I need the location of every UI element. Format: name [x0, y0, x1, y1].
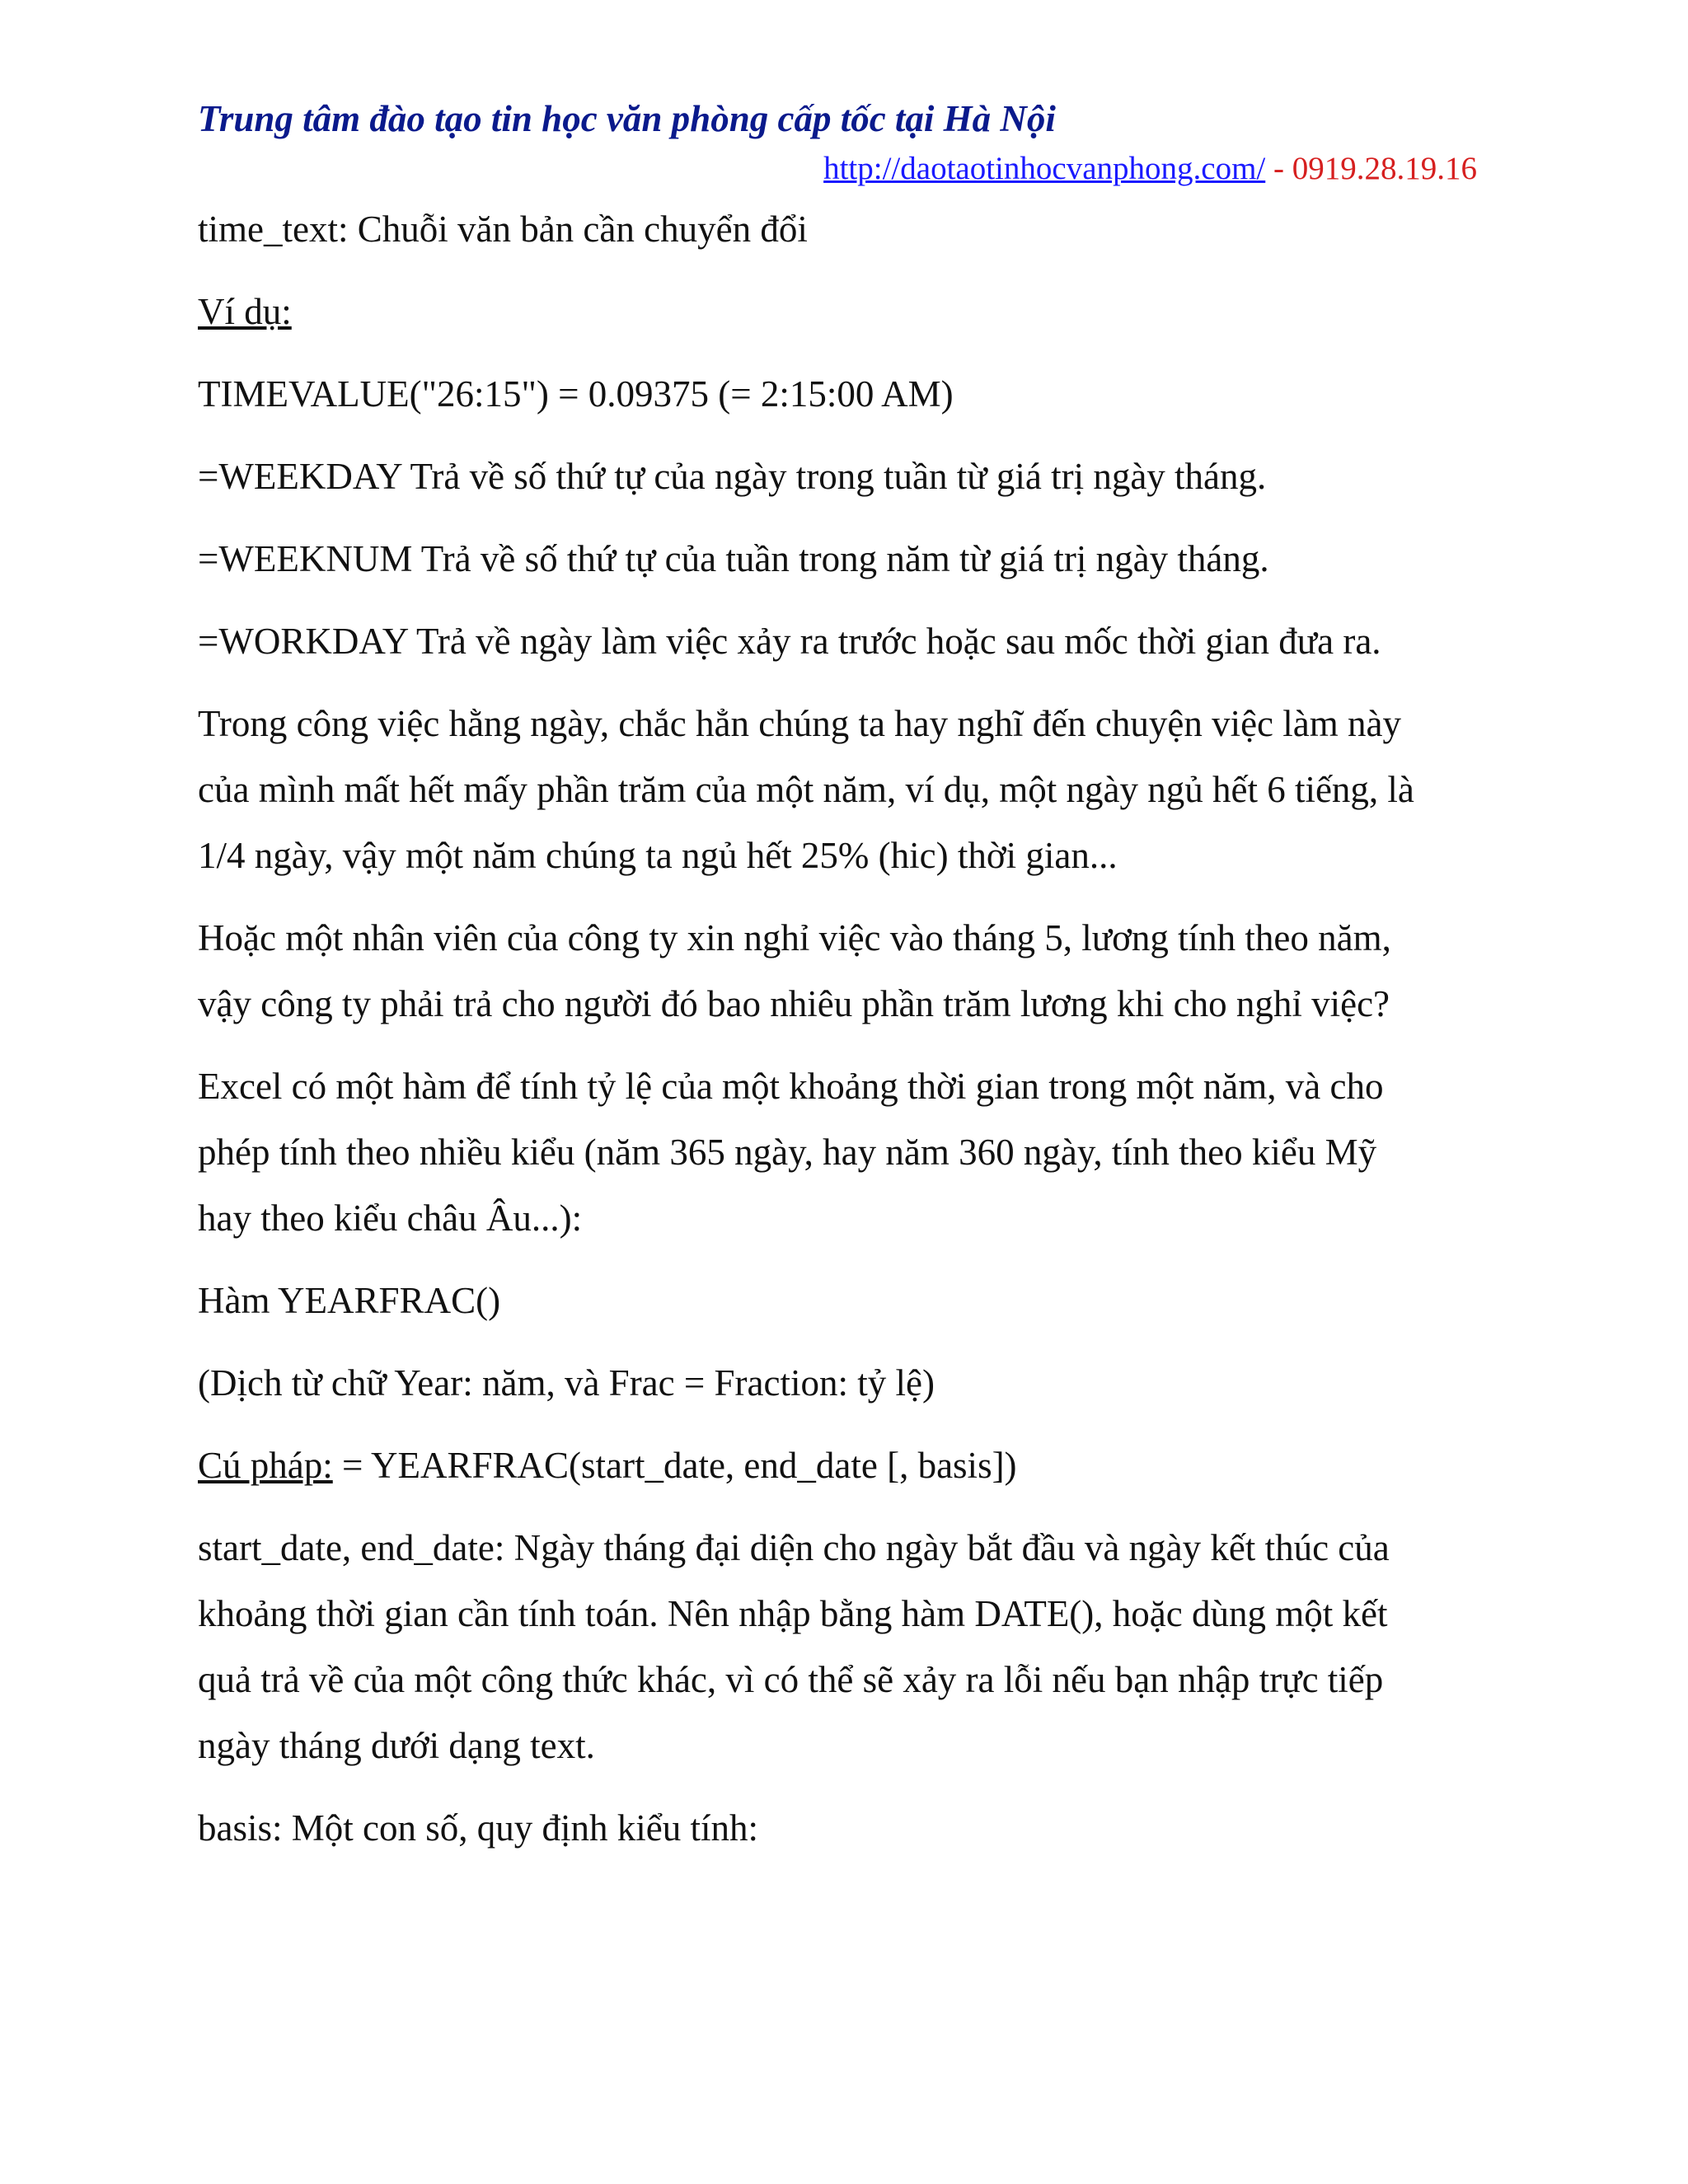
paragraph-yearfrac-heading: Hàm YEARFRAC(): [198, 1280, 501, 1321]
line: Trong công việc hằng ngày, chắc hẳn chúng ta hay nghĩ đến chuyện việc làm này: [198, 703, 1401, 744]
header-contact: [823, 150, 1477, 187]
line: phép tính theo nhiều kiểu (năm 365 ngày, hay năm 360 ngày, tính theo kiểu Mỹ: [198, 1132, 1377, 1173]
line: khoảng thời gian cần tính toán. Nên nhập bằng hàm DATE(), hoặc dùng một kết: [198, 1593, 1388, 1634]
line: quả trả về của một công thức khác, vì có thể sẽ xảy ra lỗi nếu bạn nhập trực tiếp: [198, 1659, 1384, 1700]
line: của mình mất hết mấy phần trăm của một năm, ví dụ, một ngày ngủ hết 6 tiếng, là: [198, 769, 1414, 810]
header-separator: -: [1265, 151, 1292, 186]
example-label-text: Ví dụ:: [198, 291, 292, 332]
header-title: Trung tâm đào tạo tin học văn phòng cấp tốc tại Hà Nội: [198, 98, 1056, 139]
line: ngày tháng dưới dạng text.: [198, 1725, 595, 1766]
paragraph-employee-leave: [198, 905, 1484, 1037]
paragraph-weekday: =WEEKDAY Trả về số thứ tự của ngày trong tuần từ giá trị ngày tháng.: [198, 456, 1267, 497]
paragraph-start-end-date: [198, 1515, 1484, 1779]
line: hay theo kiểu châu Âu...):: [198, 1197, 583, 1239]
paragraph-workday: =WORKDAY Trả về ngày làm việc xảy ra trước hoặc sau mốc thời gian đưa ra.: [198, 621, 1381, 662]
syntax-label: Cú pháp:: [198, 1445, 333, 1486]
line: start_date, end_date: Ngày tháng đại diện cho ngày bắt đầu và ngày kết thúc của: [198, 1527, 1390, 1568]
paragraph-basis: basis: Một con số, quy định kiểu tính:: [198, 1807, 758, 1849]
syntax-text: = YEARFRAC(start_date, end_date [, basis]): [332, 1445, 1017, 1486]
example-label: [198, 279, 1484, 344]
paragraph-daily-work: [198, 691, 1484, 888]
line: 1/4 ngày, vậy một năm chúng ta ngủ hết 25% (hic) thời gian...: [198, 835, 1118, 876]
paragraph-time-text: time_text: Chuỗi văn bản cần chuyển đổi: [198, 209, 808, 250]
paragraph-weeknum: =WEEKNUM Trả về số thứ tự của tuần trong năm từ giá trị ngày tháng.: [198, 538, 1269, 579]
line: Excel có một hàm để tính tỷ lệ của một khoảng thời gian trong một năm, và cho: [198, 1066, 1384, 1107]
line: vậy công ty phải trả cho người đó bao nhiêu phần trăm lương khi cho nghỉ việc?: [198, 983, 1390, 1024]
document-body: [198, 196, 1484, 1877]
phone-number: 0919.28.19.16: [1292, 151, 1477, 186]
paragraph-translation: (Dịch từ chữ Year: năm, và Frac = Fraction: tỷ lệ): [198, 1362, 935, 1404]
website-link[interactable]: http://daotaotinhocvanphong.com/: [823, 151, 1266, 186]
paragraph-syntax: [198, 1432, 1484, 1498]
line: Hoặc một nhân viên của công ty xin nghỉ việc vào tháng 5, lương tính theo năm,: [198, 917, 1391, 958]
paragraph-timevalue-example: TIMEVALUE("26:15") = 0.09375 (= 2:15:00 AM): [198, 373, 954, 415]
paragraph-excel-function: [198, 1053, 1484, 1251]
